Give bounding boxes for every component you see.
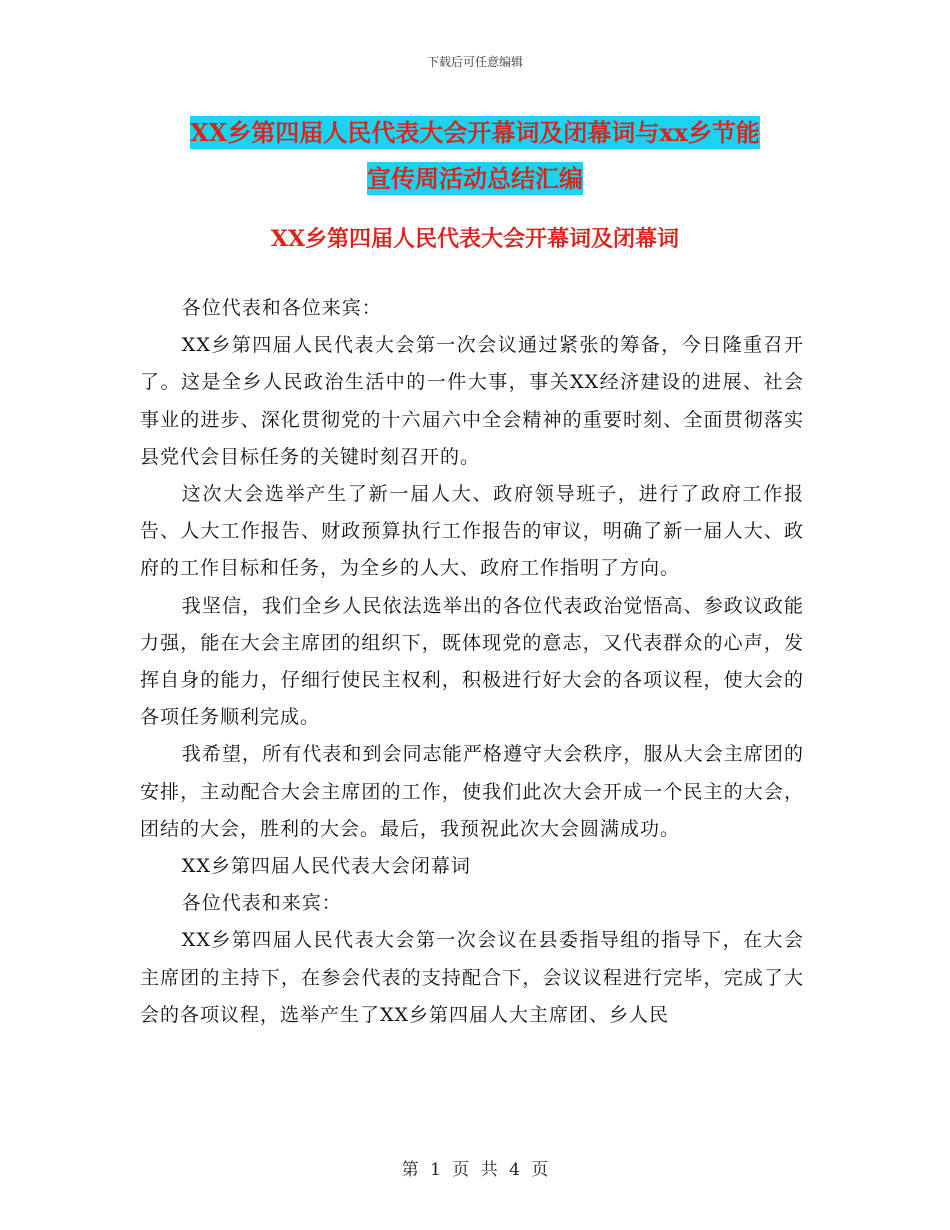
- header-note: 下载后可任意编辑: [426, 55, 523, 69]
- document-title: [140, 110, 810, 202]
- paragraph: XX乡第四届人民代表大会第一次会议通过紧张的筹备，今日隆重召开了。这是全乡人民政治生活中的一件大事，事关XX经济建设的进展、社会事业的进步、深化贯彻党的十六届六中全会精神的重要时刻、全面贯彻落实县党代会目标任务的关键时刻召开的。: [140, 334, 804, 468]
- page-footer: 第 1 页 共 4 页: [401, 1160, 549, 1180]
- paragraph: 我坚信，我们全乡人民依法选举出的各位代表政治觉悟高、参政议政能力强，能在大会主席团的组织下，既体现党的意志，又代表群众的心声，发挥自身的能力，仔细行使民主权利，积极进行好大会的各项议程，使大会的各项任务顺利完成。: [140, 594, 804, 729]
- title-line-2: 宣传周活动总结汇编: [367, 164, 583, 193]
- paragraph: 各位代表和来宾：: [181, 892, 342, 915]
- paragraph: 这次大会选举产生了新一届人大、政府领导班子，进行了政府工作报告、人大工作报告、财政预算执行工作报告的审议，明确了新一届人大、政府的工作目标和任务，为全乡的人大、政府工作指明了方向。: [140, 483, 804, 580]
- body-text: [140, 290, 804, 1034]
- paragraph: XX乡第四届人民代表大会闭幕词: [181, 855, 471, 878]
- paragraph: 我希望，所有代表和到会同志能严格遵守大会秩序，服从大会主席团的安排，主动配合大会主席团的工作，使我们此次大会开成一个民主的大会，团结的大会，胜利的大会。最后，我预祝此次大会圆满成功。: [140, 743, 804, 840]
- paragraph: XX乡第四届人民代表大会第一次会议在县委指导组的指导下，在大会主席团的主持下，在参会代表的支持配合下，会议议程进行完毕，完成了大会的各项议程，选举产生了XX乡第四届人大主席团、乡人民: [140, 929, 804, 1026]
- section-title: XX乡第四届人民代表大会开幕词及闭幕词: [270, 226, 680, 252]
- paragraph: 各位代表和各位来宾：: [181, 297, 382, 319]
- title-line-1: XX乡第四届人民代表大会开幕词及闭幕词与xx乡节能: [190, 118, 760, 147]
